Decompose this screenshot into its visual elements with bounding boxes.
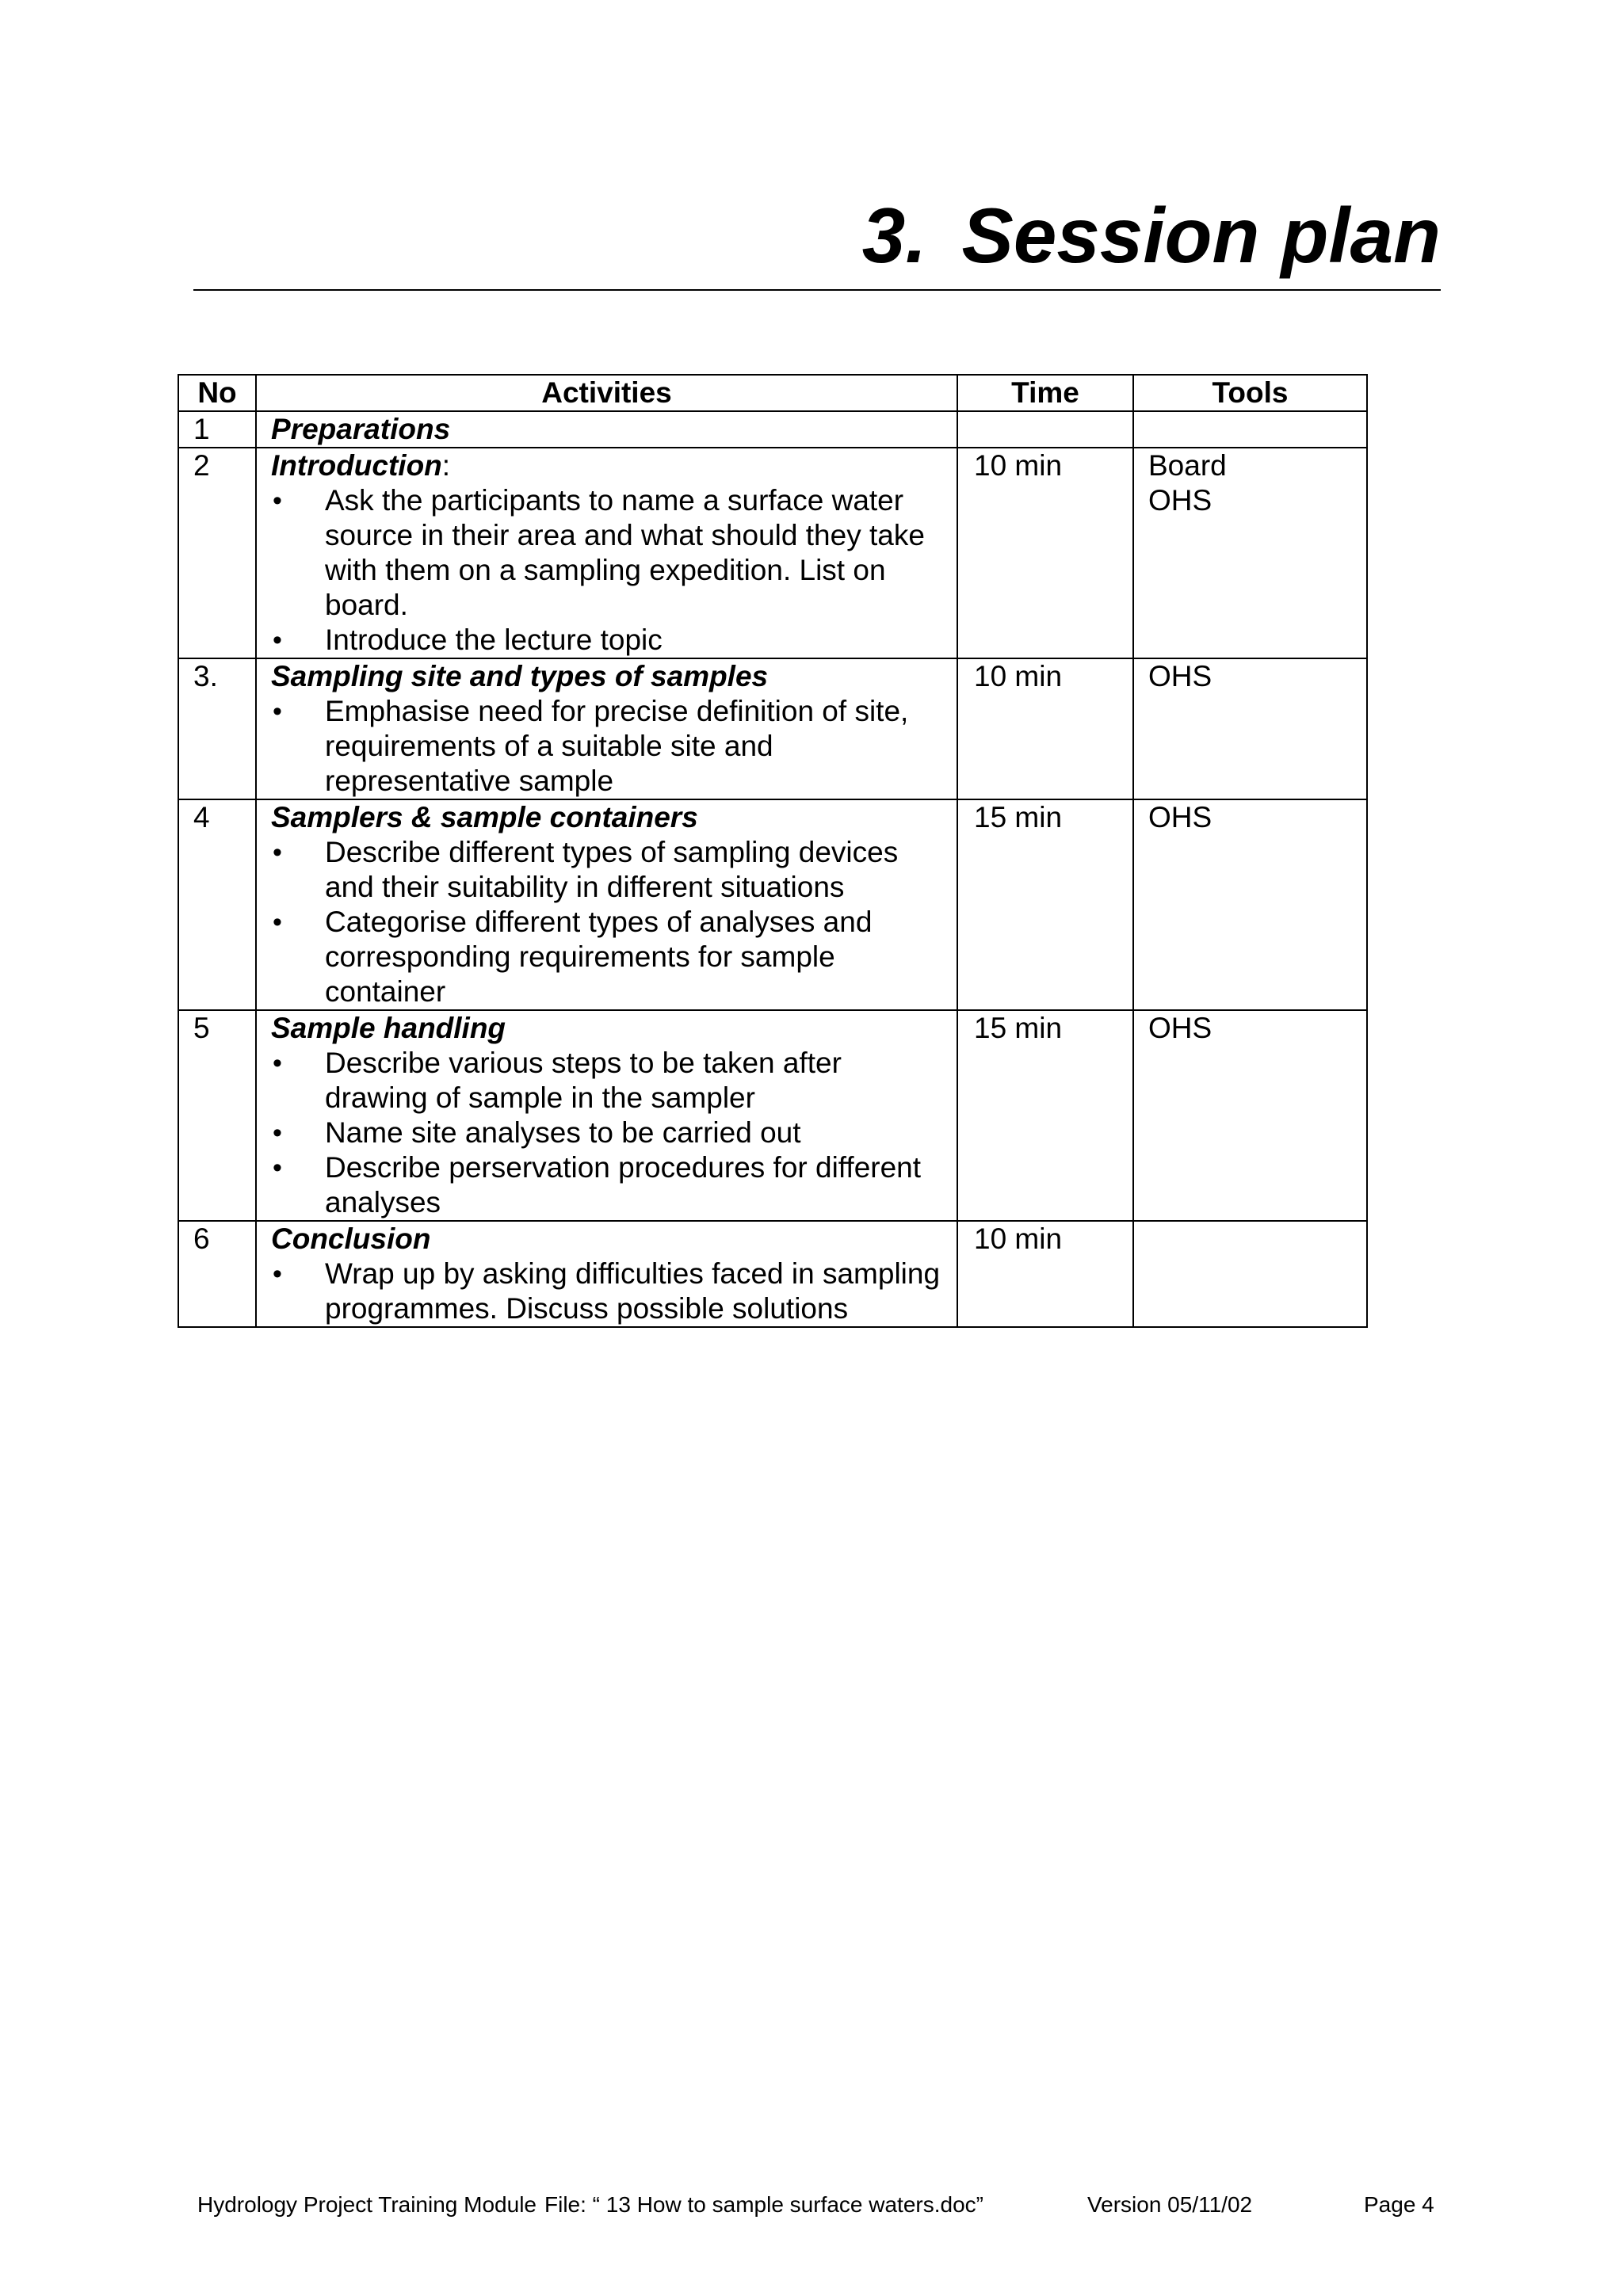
activity-bullet-list (271, 694, 957, 799)
row-number-cell: 5 (178, 1010, 256, 1221)
table-header-row (178, 375, 1367, 411)
bullet-text: Describe various steps to be taken after drawing of sample in the sampler (325, 1047, 842, 1114)
activity-title-text: Introduction (271, 449, 442, 482)
bullet-text: Describe different types of sampling devices and their suitability in different situations (325, 836, 899, 903)
list-item (271, 1046, 957, 1116)
table-body (178, 411, 1367, 1327)
footer-page-number: Page 4 (1364, 2192, 1434, 2217)
list-item (271, 905, 957, 1009)
table-row (178, 658, 1367, 799)
time-cell: 10 min (957, 448, 1133, 658)
row-number-cell: 3. (178, 658, 256, 799)
row-number-cell: 6 (178, 1221, 256, 1327)
header-time: Time (957, 375, 1133, 411)
activity-title-text: Sample handling (271, 1012, 506, 1044)
activity-cell (256, 658, 957, 799)
footer-module: Hydrology Project Training Module (197, 2192, 537, 2217)
tools-cell (1133, 411, 1367, 448)
header-no: No (178, 375, 256, 411)
list-item (271, 1257, 957, 1326)
bullet-icon: • (273, 907, 282, 937)
table-row (178, 799, 1367, 1010)
activity-title (271, 412, 957, 447)
activity-cell (256, 1221, 957, 1327)
time-cell: 15 min (957, 1010, 1133, 1221)
tool-item: OHS (1148, 660, 1212, 692)
bullet-icon: • (273, 1259, 282, 1289)
row-number-cell: 4 (178, 799, 256, 1010)
tool-item: Board (1148, 449, 1227, 482)
activity-title (271, 1222, 957, 1257)
tool-item: OHS (1148, 1012, 1212, 1044)
time-cell: 10 min (957, 1221, 1133, 1327)
footer-version: Version 05/11/02 (1087, 2192, 1253, 2217)
section-number: 3. (861, 192, 927, 279)
list-item (271, 1150, 957, 1220)
table-row (178, 448, 1367, 658)
list-item (271, 483, 957, 623)
page-title (861, 192, 1441, 279)
list-item (271, 623, 957, 658)
bullet-icon: • (273, 1118, 282, 1148)
bullet-text: Introduce the lecture topic (325, 624, 663, 656)
tools-cell (1133, 1221, 1367, 1327)
list-item (271, 1116, 957, 1150)
activity-title-text: Sampling site and types of samples (271, 660, 769, 692)
table-row (178, 1010, 1367, 1221)
tool-item: OHS (1148, 801, 1212, 833)
session-plan-table (178, 374, 1368, 1328)
table-row (178, 1221, 1367, 1327)
bullet-text: Describe perservation procedures for different analyses (325, 1151, 922, 1219)
bullet-text: Wrap up by asking difficulties faced in sampling programmes. Discuss possible solutions (325, 1257, 941, 1325)
activity-cell (256, 411, 957, 448)
list-item (271, 835, 957, 905)
bullet-icon: • (273, 696, 282, 727)
page-footer (0, 2189, 1623, 2221)
bullet-text: Emphasise need for precise definition of site, requirements of a suitable site and representative sample (325, 695, 909, 797)
bullet-icon: • (273, 837, 282, 868)
bullet-text: Name site analyses to be carried out (325, 1116, 801, 1149)
activity-title (271, 659, 957, 694)
heading-divider (193, 289, 1441, 291)
bullet-text: Ask the participants to name a surface water source in their area and what should they take with them on a sampling expedition. List on board. (325, 484, 925, 621)
activity-title (271, 448, 957, 483)
bullet-text: Categorise different types of analyses and corresponding requirements for sample container (325, 906, 873, 1008)
activity-title-text: Preparations (271, 413, 451, 445)
section-title: Session plan (961, 192, 1441, 279)
header-tools: Tools (1133, 375, 1367, 411)
footer-file: File: “ 13 How to sample surface waters.doc” (544, 2192, 983, 2217)
activity-cell (256, 799, 957, 1010)
activity-bullet-list (271, 1046, 957, 1220)
activity-bullet-list (271, 835, 957, 1009)
activity-title-suffix: : (441, 449, 451, 482)
time-cell: 15 min (957, 799, 1133, 1010)
bullet-icon: • (273, 625, 282, 655)
row-number-cell: 2 (178, 448, 256, 658)
tools-cell (1133, 799, 1367, 1010)
bullet-icon: • (273, 1153, 282, 1183)
bullet-icon: • (273, 1048, 282, 1078)
activity-title (271, 800, 957, 835)
activity-bullet-list (271, 483, 957, 658)
row-number-cell: 1 (178, 411, 256, 448)
activity-cell (256, 1010, 957, 1221)
activity-title-text: Conclusion (271, 1222, 431, 1255)
header-activities: Activities (256, 375, 957, 411)
time-cell: 10 min (957, 658, 1133, 799)
tool-item: OHS (1148, 484, 1212, 517)
activity-cell (256, 448, 957, 658)
activity-title (271, 1011, 957, 1046)
activity-title-text: Samplers & sample containers (271, 801, 698, 833)
list-item (271, 694, 957, 799)
bullet-icon: • (273, 486, 282, 516)
table-row (178, 411, 1367, 448)
tools-cell (1133, 448, 1367, 658)
tools-cell (1133, 1010, 1367, 1221)
activity-bullet-list (271, 1257, 957, 1326)
tools-cell (1133, 658, 1367, 799)
time-cell (957, 411, 1133, 448)
